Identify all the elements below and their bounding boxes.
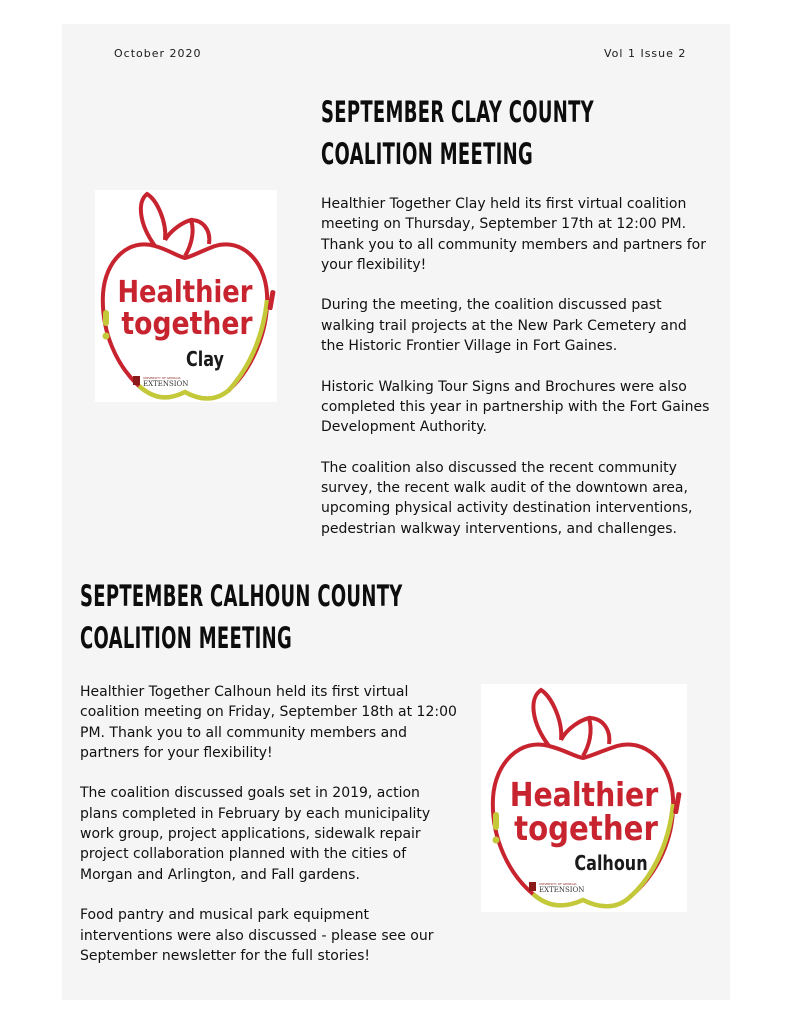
calhoun-logo-line1: Healthier bbox=[509, 775, 659, 815]
clay-logo-org-small: UNIVERSITY OF GEORGIA bbox=[143, 376, 181, 380]
clay-paragraph-2: During the meeting, the coalition discussed past walking trail projects at the New Park Cemetery and the Historic Frontier Village in Fort Gaines. bbox=[321, 297, 687, 355]
calhoun-paragraph-3: Food pantry and musical park equipment interventions were also discussed - please see our September newsletter for the full stories! bbox=[80, 907, 434, 964]
calhoun-heading-line2: COALITION MEETING bbox=[80, 621, 293, 655]
clay-logo-org: EXTENSION bbox=[143, 380, 189, 388]
calhoun-logo-line2: together bbox=[514, 809, 658, 849]
clay-logo-county: Clay bbox=[186, 348, 224, 372]
clay-heading-line1: SEPTEMBER CLAY COUNTY bbox=[321, 95, 594, 129]
clay-paragraph-3: Historic Walking Tour Signs and Brochures were also completed this year in partnership with the Fort Gaines Development Authority. bbox=[321, 378, 710, 436]
calhoun-logo-county: Calhoun bbox=[574, 852, 648, 876]
calhoun-logo-org-small: UNIVERSITY OF GEORGIA bbox=[539, 882, 577, 886]
issue-date: October 2020 bbox=[114, 47, 202, 60]
calhoun-logo bbox=[481, 684, 687, 912]
calhoun-article-body bbox=[80, 682, 460, 966]
clay-logo bbox=[95, 190, 277, 402]
clay-article-body bbox=[321, 194, 713, 539]
clay-logo-line2: together bbox=[121, 305, 253, 342]
clay-paragraph-1: Healthier Together Clay held its first virtual coalition meeting on Thursday, September 17th at 12:00 PM. Thank you to all community members and partners for your flexibility! bbox=[321, 196, 706, 273]
clay-heading-line2: COALITION MEETING bbox=[321, 137, 534, 171]
calhoun-logo-org: EXTENSION bbox=[539, 886, 585, 894]
clay-logo-line1: Healthier bbox=[117, 274, 253, 310]
issue-number: Vol 1 Issue 2 bbox=[604, 47, 687, 60]
calhoun-paragraph-1: Healthier Together Calhoun held its first virtual coalition meeting on Friday, September 18th at 12:00 PM. Thank you to all community members and partners for your flexibility! bbox=[80, 684, 457, 761]
uga-arch-icon bbox=[133, 376, 140, 385]
uga-arch-icon bbox=[529, 882, 536, 891]
clay-paragraph-4: The coalition also discussed the recent community survey, the recent walk audit of the downtown area, upcoming physical activity destination interventions, pedestrian walkway interventions, and challenges. bbox=[321, 459, 693, 537]
calhoun-heading-line1: SEPTEMBER CALHOUN COUNTY bbox=[80, 579, 403, 613]
calhoun-paragraph-2: The coalition discussed goals set in 2019, action plans completed in February by each municipality work group, project applications, sidewalk repair project collaboration planned with the cities of Morgan and Arlington, and Fall gardens. bbox=[80, 785, 431, 883]
